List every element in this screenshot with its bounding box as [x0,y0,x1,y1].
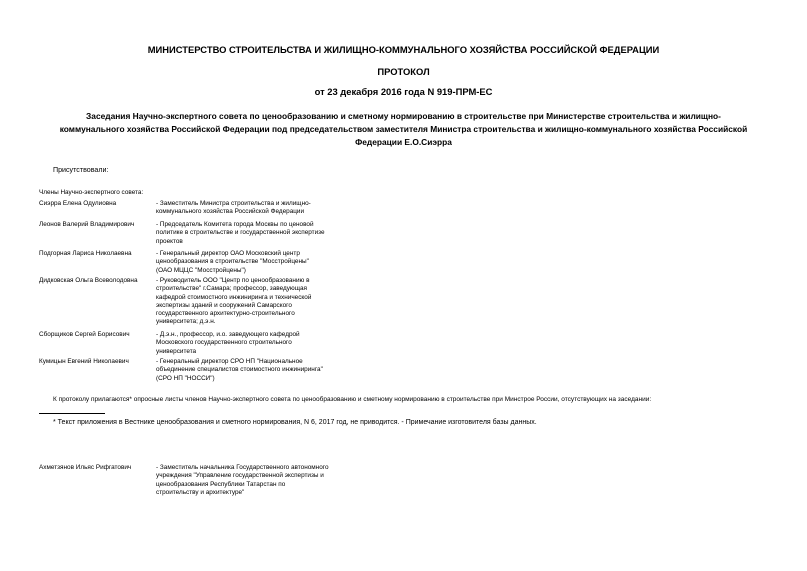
subject-line: коммунального хозяйства Российской Федерации под председательством заместителя Министра строительства и жилищно-коммунального хозяйства Российской [59,124,748,134]
document-type: ПРОТОКОЛ [377,66,430,77]
ministry-title: МИНИСТЕРСТВО СТРОИТЕЛЬСТВА И ЖИЛИЩНО-КОММУНАЛЬНОГО ХОЗЯЙСТВА РОССИЙСКОЙ ФЕДЕРАЦИИ [147,44,660,55]
member-name: Кумицын Евгений Николаевич [39,358,129,365]
member-name: Дидковская Ольга Всеволодовна [39,277,138,284]
footnote: * Текст приложения в Вестнике ценообразования и сметного нормирования, N 6, 2017 год, не приводится. - Примечание изготовителя базы данных. [53,419,537,426]
subject-block [0,110,807,149]
member-name: Сиэрра Елена Одулиовна [39,200,117,207]
member-position: - Заместитель Министра строительства и жилищно- коммунального хозяйства Российской Федерации [156,200,311,216]
member-position: - Председатель Комитета города Москвы по ценовой политике в строительстве и государственной экспертизе проектов [156,221,325,245]
attachment-note: К протоколу прилагаются* опросные листы членов Научно-экспертного совета по ценообразованию и сметному нормированию в строительстве при Минстрое России, отсутствующих на заседании: [53,396,652,403]
member-position: - Генеральный директор ОАО Московский центр ценообразования в строительстве "Мосстройцены" (ОАО МЦЦС "Мосстройцены") [156,250,309,274]
member-position: - Руководитель ООО "Центр по ценообразованию в строительстве" г.Самара; профессор, заведующая кафедрой стоимостного инжиниринга и технической экспертизы зданий и сооружений Самарского государственного архитектурно-строительного университета; д.э.н. [156,277,312,326]
member-name: Ахметзянов Ильяс Рифгатович [39,464,132,471]
members-label: Члены Научно-экспертного совета: [39,189,144,196]
document-date-number: от 23 декабря 2016 года N 919-ПРМ-ЕС [314,86,493,97]
member-position: - Заместитель начальника Государственного автономного учреждения "Управление государственной экспертизы и ценообразования Республики Татарстан по строительству и архитектуре" [156,464,329,496]
subject-line: Федерации Е.О.Сиэрра [355,137,452,147]
member-position: - Д.э.н., профессор, и.о. заведующего кафедрой Московского государственного строительного университета [156,331,300,355]
subject-line: Заседания Научно-экспертного совета по ценообразованию и сметному нормированию в строительстве при Министерстве строительства и жилищно- [86,111,721,121]
present-label: Присутствовали: [53,166,109,174]
member-name: Леонов Валерий Владимирович [39,221,135,228]
member-name: Подгорная Лариса Николаевна [39,250,132,257]
footnote-separator [39,413,105,414]
member-position: - Генеральный директор СРО НП "Национальное объединение специалистов стоимостного инжиниринга" (СРО НП "НОССИ") [156,358,323,382]
member-name: Сборщиков Сергей Борисович [39,331,130,338]
